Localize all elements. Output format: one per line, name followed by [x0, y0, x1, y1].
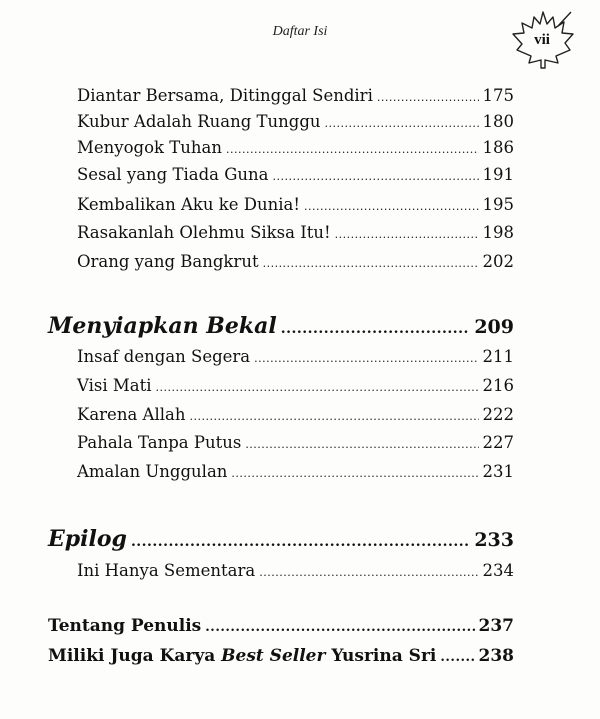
toc-entry-page: 222 [482, 405, 514, 424]
toc-entry [77, 195, 514, 214]
toc-entry-title: Kubur Adalah Ruang Tunggu [77, 112, 321, 131]
toc-entry [77, 223, 514, 242]
toc-entry-page: 211 [482, 347, 514, 366]
toc-entry-title: Menyogok Tuhan [77, 138, 223, 157]
toc-backmatter-entry [48, 646, 514, 666]
page-number: vii [534, 31, 550, 48]
dot-leader [231, 462, 478, 481]
toc-entry-page: 216 [482, 376, 514, 395]
toc-entry-title: Karena Allah [77, 405, 186, 424]
toc-entry [77, 561, 514, 580]
toc-entry-page: 175 [482, 86, 514, 105]
toc-entry-page: 195 [482, 195, 514, 214]
toc-backmatter-entry [48, 616, 514, 636]
toc-entry [77, 112, 514, 131]
toc-entry [77, 405, 514, 424]
dot-leader [189, 405, 478, 424]
toc-entry-page: 186 [482, 138, 514, 157]
dot-leader [156, 376, 479, 395]
dot-leader [325, 112, 479, 131]
section-page: 233 [474, 529, 514, 551]
toc-entry [77, 86, 514, 105]
toc-entry-title: Kembalikan Aku ke Dunia! [77, 195, 300, 214]
toc-entry-title: Insaf dengan Segera [77, 347, 251, 366]
backmatter-title [48, 646, 436, 666]
toc-entry [77, 462, 514, 481]
toc-entry [77, 138, 514, 157]
dot-leader [377, 86, 479, 105]
title-suffix: Yusrina Sri [325, 646, 437, 666]
toc-entry-title: Visi Mati [77, 376, 152, 395]
dot-leader [226, 138, 478, 157]
title-emphasis: Best Seller [221, 646, 326, 666]
toc-entry-page: 202 [482, 252, 514, 271]
backmatter-page: 238 [478, 646, 514, 666]
toc-entry-title: Diantar Bersama, Ditinggal Sendiri [77, 86, 373, 105]
toc-entry-title: Sesal yang Tiada Guna [77, 165, 269, 184]
dot-leader [273, 165, 479, 184]
dot-leader [254, 347, 478, 366]
dot-leader [335, 223, 479, 242]
toc-entry-page: 227 [482, 433, 514, 452]
toc-entry-page: 234 [482, 561, 514, 580]
section-title: Epilog [48, 526, 127, 552]
dot-leader [131, 526, 470, 552]
toc-section-heading [48, 526, 514, 552]
toc-entry-title: Pahala Tanpa Putus [77, 433, 242, 452]
toc-entry-title: Ini Hanya Sementara [77, 561, 256, 580]
dot-leader [440, 646, 474, 666]
backmatter-title: Tentang Penulis [48, 616, 202, 636]
toc-entry [77, 165, 514, 184]
toc-entry-page: 191 [482, 165, 514, 184]
dot-leader [263, 252, 479, 271]
toc-entry-page: 198 [482, 223, 514, 242]
toc-entry [77, 376, 514, 395]
toc-entry [77, 252, 514, 271]
backmatter-page: 237 [478, 616, 514, 636]
toc-entry-page: 180 [482, 112, 514, 131]
toc-entry-page: 231 [482, 462, 514, 481]
running-header-title: Daftar Isi [272, 24, 328, 39]
section-title: Menyiapkan Bekal [48, 313, 277, 339]
toc-entry [77, 347, 514, 366]
dot-leader [245, 433, 478, 452]
section-page: 209 [474, 316, 514, 338]
dot-leader [205, 616, 474, 636]
dot-leader [281, 313, 471, 339]
toc-entry-title: Rasakanlah Olehmu Siksa Itu! [77, 223, 331, 242]
toc-entry-title: Amalan Unggulan [77, 462, 228, 481]
toc-entry-title: Orang yang Bangkrut [77, 252, 259, 271]
dot-leader [304, 195, 479, 214]
dot-leader [259, 561, 478, 580]
title-prefix: Miliki Juga Karya [48, 646, 222, 666]
toc-entry [77, 433, 514, 452]
toc-section-heading [48, 313, 514, 339]
